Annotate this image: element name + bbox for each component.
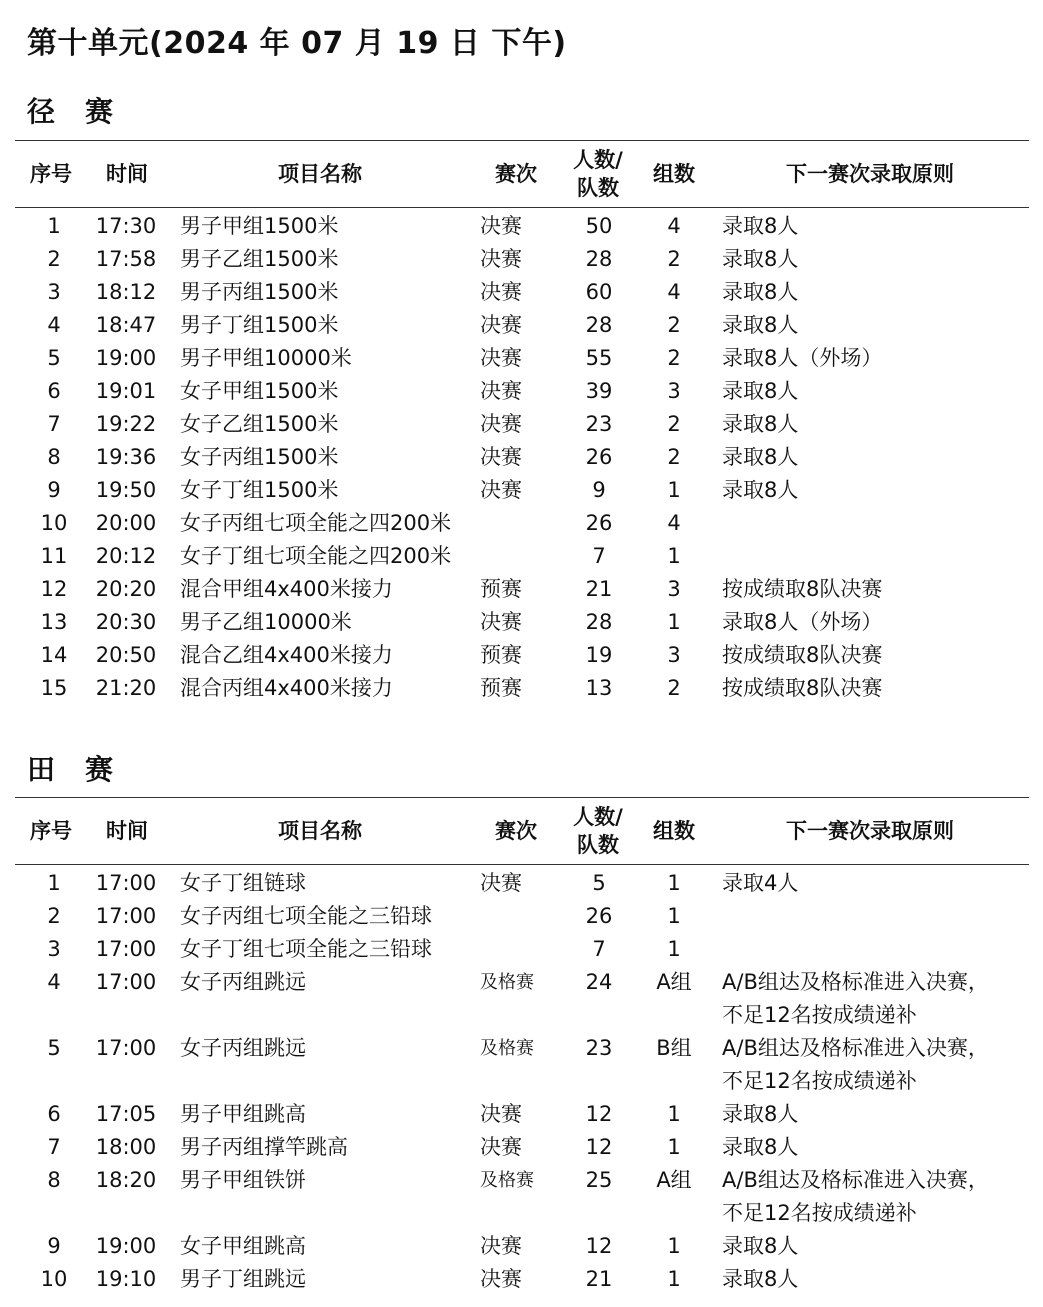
table-row [15, 867, 1029, 900]
cell-rule [722, 375, 1027, 408]
cell-rule [722, 933, 1027, 966]
cell-time: 19:00 [95, 346, 157, 370]
cell-round [480, 933, 580, 966]
header-count: 人数/队数 [573, 148, 623, 200]
cell-time: 19:50 [95, 478, 157, 502]
cell-time: 17:58 [95, 247, 157, 271]
cell-time: 19:22 [95, 412, 157, 436]
rule-line: 按成绩取8队决赛 [722, 643, 883, 667]
track-table-body [15, 210, 1029, 705]
cell-no: 7 [47, 1135, 61, 1159]
cell-round: 决赛 [480, 1102, 522, 1126]
cell-count: 24 [585, 970, 613, 994]
cell-count: 12 [585, 1102, 613, 1126]
rule-line: 录取8人 [722, 412, 799, 436]
cell-name: 女子甲组1500米 [180, 379, 339, 403]
cell-time: 21:20 [95, 676, 157, 700]
cell-rule [722, 507, 1027, 540]
cell-count: 28 [585, 610, 613, 634]
field-section-heading: 田赛 [27, 753, 144, 786]
cell-group: B组 [656, 1036, 692, 1060]
table-row [15, 672, 1029, 705]
cell-no: 5 [47, 1036, 61, 1060]
cell-group: 3 [667, 379, 681, 403]
cell-round: 决赛 [480, 871, 522, 895]
cell-time: 19:10 [95, 1267, 157, 1291]
table-row [15, 900, 1029, 933]
table-row [15, 408, 1029, 441]
rule-line: 录取8人 [722, 445, 799, 469]
cell-name: 混合乙组4x400米接力 [180, 643, 393, 667]
cell-time: 20:50 [95, 643, 157, 667]
track-table [15, 140, 1029, 705]
rule-line: 录取8人 [722, 214, 799, 238]
cell-no: 1 [47, 871, 61, 895]
table-row [15, 1230, 1029, 1263]
cell-round: 决赛 [480, 445, 522, 469]
cell-no: 5 [47, 346, 61, 370]
cell-name: 女子丙组七项全能之四200米 [180, 511, 452, 535]
rule-line [722, 900, 1027, 933]
cell-rule [722, 639, 1027, 672]
cell-group: 1 [667, 937, 681, 961]
cell-rule [722, 1131, 1027, 1164]
cell-name: 混合甲组4x400米接力 [180, 577, 393, 601]
cell-count: 7 [592, 544, 606, 568]
table-row [15, 243, 1029, 276]
cell-no: 1 [47, 214, 61, 238]
cell-round: 决赛 [480, 214, 522, 238]
cell-name: 女子丁组七项全能之四200米 [180, 544, 452, 568]
cell-no: 4 [47, 313, 61, 337]
cell-time: 19:00 [95, 1234, 157, 1258]
cell-rule [722, 867, 1027, 900]
header-no: 序号 [30, 819, 72, 843]
cell-count: 55 [585, 346, 613, 370]
rule-line: 不足12名按成绩递补 [722, 1069, 917, 1093]
cell-rule [722, 1098, 1027, 1131]
cell-group: 2 [667, 346, 681, 370]
cell-time: 18:47 [95, 313, 157, 337]
cell-group: 2 [667, 412, 681, 436]
cell-rule [722, 540, 1027, 573]
cell-rule [722, 966, 1027, 1027]
cell-no: 2 [47, 247, 61, 271]
cell-rule [722, 1230, 1027, 1263]
cell-count: 39 [585, 379, 613, 403]
table-row [15, 507, 1029, 540]
cell-rule [722, 1164, 1027, 1225]
header-round: 赛次 [495, 819, 537, 843]
cell-no: 8 [47, 445, 61, 469]
cell-count: 26 [585, 904, 613, 928]
page-title: 第十单元(2024 年 07 月 19 日 下午) [27, 26, 567, 61]
rule-line: 录取4人 [722, 871, 799, 895]
cell-time: 17:05 [95, 1102, 157, 1126]
cell-group: 1 [667, 1234, 681, 1258]
cell-count: 12 [585, 1135, 613, 1159]
cell-round: 预赛 [480, 577, 522, 601]
cell-count: 60 [585, 280, 613, 304]
cell-round: 及格赛 [480, 972, 534, 993]
cell-count: 23 [585, 412, 613, 436]
cell-round: 预赛 [480, 643, 522, 667]
table-row [15, 639, 1029, 672]
cell-count: 9 [592, 478, 606, 502]
cell-no: 7 [47, 412, 61, 436]
header-group: 组数 [653, 819, 695, 843]
cell-count: 21 [585, 577, 613, 601]
cell-round [480, 900, 580, 933]
track-section-heading: 径赛 [27, 95, 144, 128]
cell-group: 1 [667, 1135, 681, 1159]
cell-name: 男子甲组10000米 [180, 346, 352, 370]
cell-name: 男子甲组1500米 [180, 214, 339, 238]
header-time: 时间 [106, 819, 148, 843]
cell-round: 决赛 [480, 1234, 522, 1258]
table-row [15, 1131, 1029, 1164]
cell-round: 决赛 [480, 1267, 522, 1291]
cell-no: 3 [47, 280, 61, 304]
cell-rule [722, 210, 1027, 243]
cell-round: 及格赛 [480, 1170, 534, 1191]
cell-group: 3 [667, 577, 681, 601]
track-table-header [15, 140, 1029, 208]
cell-rule [722, 342, 1027, 375]
cell-count: 19 [585, 643, 613, 667]
cell-group: 1 [667, 478, 681, 502]
table-row [15, 309, 1029, 342]
cell-no: 8 [47, 1168, 61, 1192]
rule-line: 不足12名按成绩递补 [722, 1201, 917, 1225]
cell-no: 12 [40, 577, 68, 601]
table-row [15, 276, 1029, 309]
cell-time: 17:00 [95, 904, 157, 928]
table-row [15, 1032, 1029, 1098]
cell-group: 1 [667, 544, 681, 568]
rule-line: A/B组达及格标准进入决赛， [722, 1168, 989, 1192]
cell-group: 1 [667, 1267, 681, 1291]
cell-round: 预赛 [480, 676, 522, 700]
cell-round: 决赛 [480, 379, 522, 403]
rule-line: A/B组达及格标准进入决赛， [722, 1036, 989, 1060]
cell-name: 女子乙组1500米 [180, 412, 339, 436]
rule-line: 录取8人（外场） [722, 346, 883, 370]
cell-count: 13 [585, 676, 613, 700]
rule-line: 录取8人 [722, 247, 799, 271]
cell-time: 19:36 [95, 445, 157, 469]
table-row [15, 933, 1029, 966]
cell-group: 2 [667, 445, 681, 469]
header-no: 序号 [30, 162, 72, 186]
rule-line: 录取8人 [722, 1102, 799, 1126]
cell-group: 2 [667, 676, 681, 700]
cell-time: 20:12 [95, 544, 157, 568]
cell-group: A组 [656, 970, 692, 994]
cell-rule [722, 573, 1027, 606]
rule-line: 录取8人 [722, 313, 799, 337]
table-row [15, 441, 1029, 474]
cell-no: 11 [40, 544, 68, 568]
cell-group: 1 [667, 1102, 681, 1126]
cell-group: A组 [656, 1168, 692, 1192]
table-row [15, 573, 1029, 606]
cell-round: 决赛 [480, 280, 522, 304]
cell-rule [722, 408, 1027, 441]
field-table-body [15, 867, 1029, 1296]
cell-name: 男子甲组跳高 [180, 1102, 306, 1126]
cell-name: 男子丙组1500米 [180, 280, 339, 304]
cell-no: 2 [47, 904, 61, 928]
rule-line [722, 540, 1027, 573]
cell-no: 9 [47, 478, 61, 502]
cell-no: 6 [47, 1102, 61, 1126]
cell-count: 50 [585, 214, 613, 238]
cell-round: 决赛 [480, 247, 522, 271]
cell-rule [722, 474, 1027, 507]
header-group: 组数 [653, 162, 695, 186]
cell-time: 20:20 [95, 577, 157, 601]
table-row [15, 1263, 1029, 1296]
cell-name: 男子乙组1500米 [180, 247, 339, 271]
cell-round [480, 507, 580, 540]
cell-name: 混合丙组4x400米接力 [180, 676, 393, 700]
cell-round: 及格赛 [480, 1038, 534, 1059]
cell-name: 女子丁组链球 [180, 871, 306, 895]
cell-group: 4 [667, 214, 681, 238]
cell-name: 男子丁组跳远 [180, 1267, 306, 1291]
field-table [15, 797, 1029, 1296]
header-time: 时间 [106, 162, 148, 186]
cell-round: 决赛 [480, 346, 522, 370]
cell-name: 男子丁组1500米 [180, 313, 339, 337]
cell-count: 25 [585, 1168, 613, 1192]
cell-name: 男子甲组铁饼 [180, 1168, 306, 1192]
cell-rule [722, 1263, 1027, 1296]
field-table-header [15, 797, 1029, 865]
cell-name: 男子丙组撑竿跳高 [180, 1135, 348, 1159]
cell-rule [722, 900, 1027, 933]
table-row [15, 1098, 1029, 1131]
cell-count: 26 [585, 445, 613, 469]
cell-count: 28 [585, 247, 613, 271]
rule-line: 不足12名按成绩递补 [722, 1003, 917, 1027]
table-row [15, 1164, 1029, 1230]
cell-rule [722, 309, 1027, 342]
cell-name: 女子丙组跳远 [180, 1036, 306, 1060]
cell-group: 4 [667, 511, 681, 535]
cell-no: 10 [40, 1267, 68, 1291]
cell-no: 14 [40, 643, 68, 667]
cell-name: 男子乙组10000米 [180, 610, 352, 634]
cell-time: 20:30 [95, 610, 157, 634]
header-name: 项目名称 [278, 162, 362, 186]
header-count: 人数/队数 [573, 805, 623, 857]
cell-count: 5 [592, 871, 606, 895]
rule-line: 录取8人 [722, 1135, 799, 1159]
cell-no: 4 [47, 970, 61, 994]
cell-rule [722, 672, 1027, 705]
table-row [15, 375, 1029, 408]
cell-name: 女子丁组1500米 [180, 478, 339, 502]
header-rule: 下一赛次录取原则 [786, 819, 954, 843]
cell-time: 17:00 [95, 871, 157, 895]
cell-time: 17:00 [95, 937, 157, 961]
rule-line: A/B组达及格标准进入决赛， [722, 970, 989, 994]
cell-group: 2 [667, 313, 681, 337]
cell-count: 26 [585, 511, 613, 535]
cell-count: 23 [585, 1036, 613, 1060]
cell-rule [722, 276, 1027, 309]
cell-name: 女子丙组1500米 [180, 445, 339, 469]
table-row [15, 606, 1029, 639]
cell-time: 19:01 [95, 379, 157, 403]
cell-round: 决赛 [480, 1135, 522, 1159]
header-rule: 下一赛次录取原则 [786, 162, 954, 186]
table-row [15, 210, 1029, 243]
cell-time: 17:30 [95, 214, 157, 238]
cell-name: 女子丙组七项全能之三铅球 [180, 904, 432, 928]
cell-group: 3 [667, 643, 681, 667]
cell-count: 12 [585, 1234, 613, 1258]
rule-line [722, 507, 1027, 540]
cell-time: 18:00 [95, 1135, 157, 1159]
table-row [15, 342, 1029, 375]
cell-time: 17:00 [95, 970, 157, 994]
rule-line: 录取8人 [722, 1267, 799, 1291]
rule-line: 录取8人 [722, 1234, 799, 1258]
cell-time: 17:00 [95, 1036, 157, 1060]
cell-name: 女子甲组跳高 [180, 1234, 306, 1258]
cell-rule [722, 243, 1027, 276]
cell-name: 女子丙组跳远 [180, 970, 306, 994]
cell-no: 15 [40, 676, 68, 700]
cell-rule [722, 441, 1027, 474]
cell-rule [722, 606, 1027, 639]
cell-round: 决赛 [480, 478, 522, 502]
cell-group: 2 [667, 247, 681, 271]
cell-count: 7 [592, 937, 606, 961]
cell-group: 1 [667, 871, 681, 895]
rule-line: 录取8人（外场） [722, 610, 883, 634]
rule-line [722, 933, 1027, 966]
cell-round: 决赛 [480, 412, 522, 436]
rule-line: 按成绩取8队决赛 [722, 676, 883, 700]
header-round: 赛次 [495, 162, 537, 186]
cell-no: 9 [47, 1234, 61, 1258]
cell-count: 28 [585, 313, 613, 337]
header-name: 项目名称 [278, 819, 362, 843]
rule-line: 录取8人 [722, 280, 799, 304]
cell-time: 18:12 [95, 280, 157, 304]
cell-no: 6 [47, 379, 61, 403]
rule-line: 按成绩取8队决赛 [722, 577, 883, 601]
cell-no: 3 [47, 937, 61, 961]
cell-no: 13 [40, 610, 68, 634]
cell-time: 20:00 [95, 511, 157, 535]
cell-round [480, 540, 580, 573]
cell-count: 21 [585, 1267, 613, 1291]
cell-round: 决赛 [480, 313, 522, 337]
cell-time: 18:20 [95, 1168, 157, 1192]
cell-no: 10 [40, 511, 68, 535]
rule-line: 录取8人 [722, 379, 799, 403]
cell-rule [722, 1032, 1027, 1093]
cell-name: 女子丁组七项全能之三铅球 [180, 937, 432, 961]
cell-group: 1 [667, 610, 681, 634]
cell-group: 1 [667, 904, 681, 928]
rule-line: 录取8人 [722, 478, 799, 502]
cell-group: 4 [667, 280, 681, 304]
table-row [15, 966, 1029, 1032]
table-row [15, 474, 1029, 507]
table-row [15, 540, 1029, 573]
cell-round: 决赛 [480, 610, 522, 634]
